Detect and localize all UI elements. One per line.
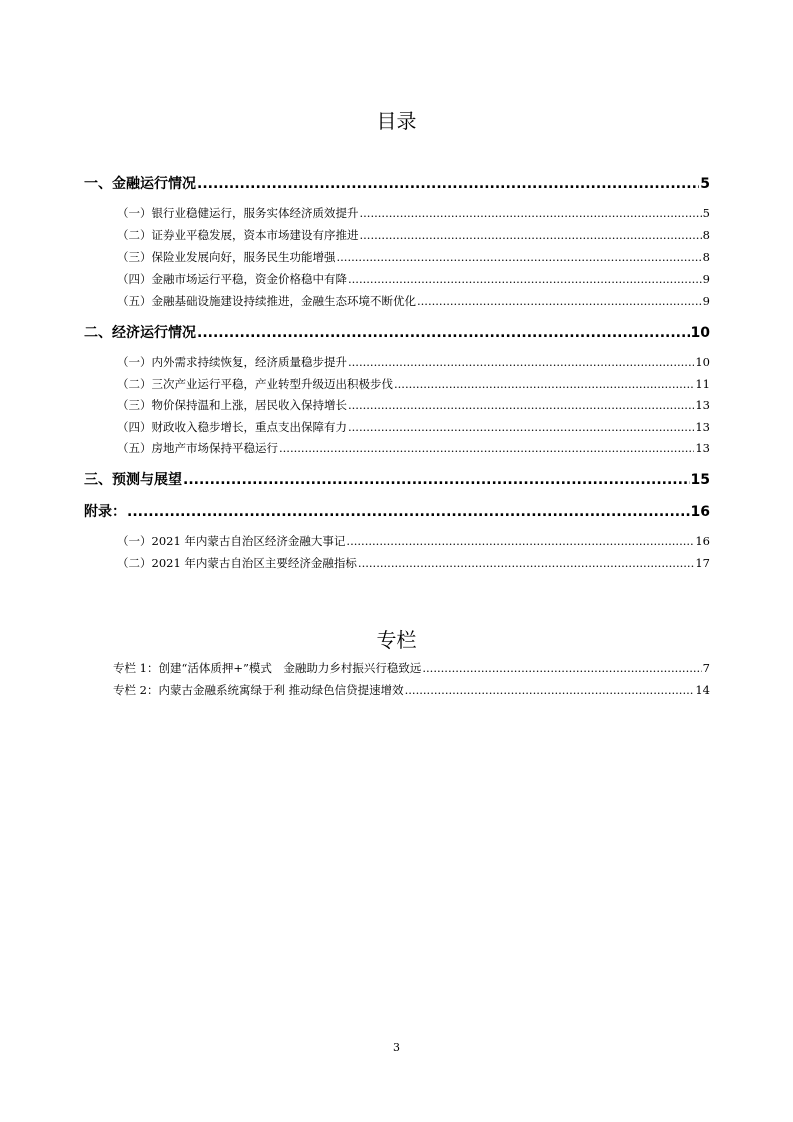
toc-subsection[interactable] <box>117 227 710 243</box>
toc-subsection-label: （三）保险业发展向好，服务民生功能增强 <box>117 250 336 264</box>
dot-leader <box>197 325 690 341</box>
dot-leader <box>422 661 701 675</box>
toc-section[interactable] <box>84 501 710 519</box>
column-entry-label: 专栏 2：内蒙古金融系统寓绿于利 推动绿色信贷提速增效 <box>113 683 404 697</box>
toc-page-number: 5 <box>702 206 710 220</box>
dot-leader <box>346 534 694 548</box>
toc-page-number: 16 <box>690 504 710 520</box>
toc-subsection-label: （二）2021 年内蒙古自治区主要经济金融指标 <box>117 556 357 570</box>
toc-page-number: 7 <box>702 661 710 675</box>
dot-leader <box>360 228 702 242</box>
toc-page-number: 14 <box>695 683 710 697</box>
toc-section-label: 三、预测与展望 <box>84 472 182 488</box>
column-entry-label: 专栏 1：创建“活体质押+”模式 金融助力乡村振兴行稳致远 <box>113 661 422 675</box>
toc-subsection[interactable] <box>117 419 710 435</box>
toc-subsection[interactable] <box>117 397 710 413</box>
toc-page-number: 8 <box>702 228 710 242</box>
toc-subsection-label: （一）内外需求持续恢复，经济质量稳步提升 <box>117 355 347 369</box>
toc-subsection[interactable] <box>117 249 710 265</box>
toc-section[interactable] <box>84 469 710 487</box>
toc-section-label: 二、经济运行情况 <box>84 325 196 341</box>
page-number: 3 <box>393 1041 400 1054</box>
toc-page-number: 16 <box>695 534 710 548</box>
toc-subsection-label: （二）证券业平稳发展，资本市场建设有序推进 <box>117 228 359 242</box>
toc-subsection[interactable] <box>117 440 710 456</box>
toc-page-number: 13 <box>695 441 710 455</box>
dot-leader <box>197 176 699 192</box>
toc-page-number: 9 <box>702 294 710 308</box>
dot-leader <box>405 683 695 697</box>
toc-section-label: 一、金融运行情况 <box>84 176 196 192</box>
dot-leader <box>360 206 702 220</box>
dot-leader <box>348 420 694 434</box>
toc-subsection[interactable] <box>117 376 710 392</box>
toc-page-number: 13 <box>695 398 710 412</box>
toc-subsection-label: （五）金融基础设施建设持续推进，金融生态环境不断优化 <box>117 294 416 308</box>
toc-section[interactable] <box>84 173 710 191</box>
toc-page-number: 5 <box>700 176 710 192</box>
column-entry[interactable] <box>113 660 710 676</box>
toc-page-number: 9 <box>702 272 710 286</box>
toc-page-number: 10 <box>690 325 710 341</box>
toc-subsection-label: （四）金融市场运行平稳，资金价格稳中有降 <box>117 272 347 286</box>
dot-leader <box>348 398 694 412</box>
dot-leader <box>417 294 702 308</box>
toc-page-number: 11 <box>695 377 710 391</box>
toc-page-number: 17 <box>695 556 710 570</box>
column-entry[interactable] <box>113 682 710 698</box>
columns-title: 专栏 <box>376 628 417 652</box>
dot-leader <box>348 272 702 286</box>
dot-leader <box>358 556 694 570</box>
toc-subsection[interactable] <box>117 271 710 287</box>
dot-leader <box>394 377 694 391</box>
dot-leader <box>337 250 702 264</box>
toc-subsection-label: （二）三次产业运行平稳，产业转型升级迈出积极步伐 <box>117 377 393 391</box>
toc-section-label: 附录： <box>84 504 126 520</box>
toc-page-number: 13 <box>695 420 710 434</box>
dot-leader <box>127 504 690 520</box>
toc-subsection[interactable] <box>117 555 710 571</box>
toc-subsection-label: （一）银行业稳健运行，服务实体经济质效提升 <box>117 206 359 220</box>
dot-leader <box>348 355 694 369</box>
dot-leader <box>279 441 694 455</box>
toc-section[interactable] <box>84 322 710 340</box>
toc-subsection-label: （四）财政收入稳步增长，重点支出保障有力 <box>117 420 347 434</box>
toc-subsection[interactable] <box>117 293 710 309</box>
toc-subsection[interactable] <box>117 354 710 370</box>
dot-leader <box>183 472 690 488</box>
toc-subsection-label: （一）2021 年内蒙古自治区经济金融大事记 <box>117 534 346 548</box>
toc-subsection-label: （五）房地产市场保持平稳运行 <box>117 441 278 455</box>
toc-subsection[interactable] <box>117 205 710 221</box>
toc-title: 目录 <box>376 109 417 133</box>
toc-subsection-label: （三）物价保持温和上涨，居民收入保持增长 <box>117 398 347 412</box>
toc-subsection[interactable] <box>117 533 710 549</box>
toc-page-number: 8 <box>702 250 710 264</box>
toc-page-number: 10 <box>695 355 710 369</box>
toc-page-number: 15 <box>690 472 710 488</box>
